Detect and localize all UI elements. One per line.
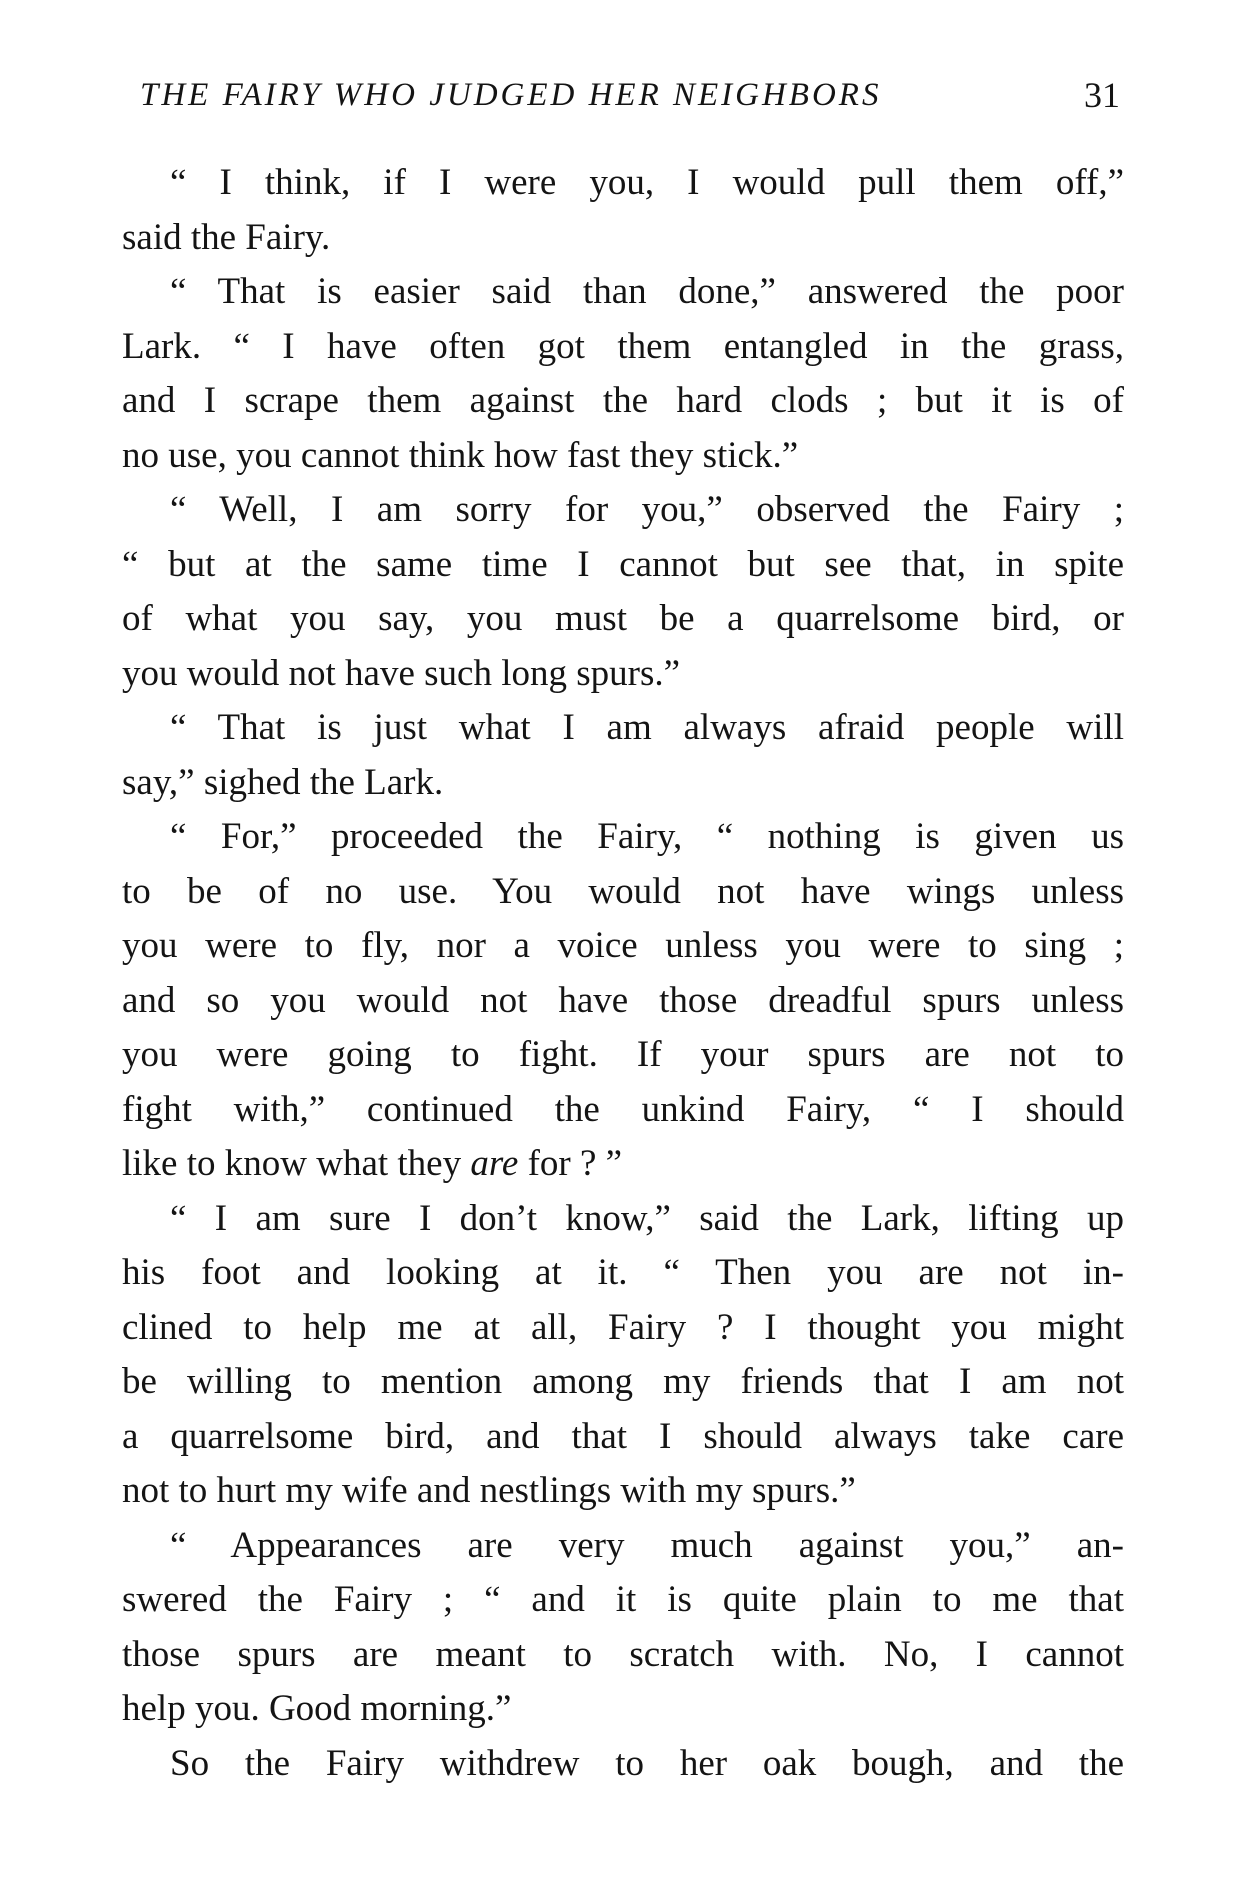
text-line: be willing to mention among my friends that I am not [122, 1361, 1124, 1402]
text-line: “ That is just what I am always afraid people will [170, 707, 1124, 748]
text-run: like to know what they [122, 1143, 471, 1184]
text-line: and I scrape them against the hard clods ; but it is of [122, 380, 1124, 421]
text-line: “ Well, I am sorry for you,” observed the Fairy ; [170, 489, 1124, 530]
running-title: THE FAIRY WHO JUDGED HER NEIGHBORS [140, 77, 882, 113]
text-line: swered the Fairy ; “ and it is quite plain to me that [122, 1579, 1124, 1620]
text-line: no use, you cannot think how fast they stick.” [122, 434, 799, 476]
italic-emphasis: are [470, 1143, 519, 1184]
text-line: to be of no use. You would not have wings unless [122, 870, 1124, 912]
text-line: clined to help me at all, Fairy ? I thought you might [122, 1306, 1124, 1348]
text-line: “ I think, if I were you, I would pull them off,” [170, 162, 1124, 203]
body-text [122, 156, 1124, 1791]
text-line: his foot and looking at it. “ Then you are not in- [122, 1252, 1124, 1293]
text-line: fight with,” continued the unkind Fairy, “ I should [122, 1088, 1124, 1130]
text-line: and so you would not have those dreadful spurs unless [122, 979, 1124, 1021]
text-line: you were to fly, nor a voice unless you were to sing ; [122, 925, 1124, 966]
text-run: for ? ” [518, 1143, 623, 1184]
text-line: say,” sighed the Lark. [122, 761, 444, 803]
text-line: those spurs are meant to scratch with. No, I cannot [122, 1633, 1124, 1675]
text-line: said the Fairy. [122, 216, 331, 258]
text-line: help you. Good morning.” [122, 1688, 512, 1729]
text-line: you would not have such long spurs.” [122, 652, 681, 694]
text-line-with-emphasis [122, 1137, 1124, 1192]
text-line: of what you say, you must be a quarrelsome bird, or [122, 598, 1124, 639]
text-line: “ That is easier said than done,” answered the poor [170, 271, 1124, 312]
text-line: “ For,” proceeded the Fairy, “ nothing is given us [170, 816, 1124, 857]
text-line: you were going to fight. If your spurs are not to [122, 1034, 1124, 1075]
text-line: a quarrelsome bird, and that I should always take care [122, 1415, 1124, 1457]
running-head [140, 70, 1120, 120]
text-line: “ Appearances are very much against you,” an- [170, 1524, 1124, 1566]
text-line: “ but at the same time I cannot but see that, in spite [122, 543, 1124, 585]
text-line: Lark. “ I have often got them entangled in the grass, [122, 325, 1124, 367]
page-number: 31 [1084, 75, 1120, 115]
text-line: So the Fairy withdrew to her oak bough, and the [170, 1742, 1124, 1784]
text-line: “ I am sure I don’t know,” said the Lark, lifting up [170, 1197, 1124, 1239]
text-line: not to hurt my wife and nestlings with my spurs.” [122, 1470, 856, 1511]
